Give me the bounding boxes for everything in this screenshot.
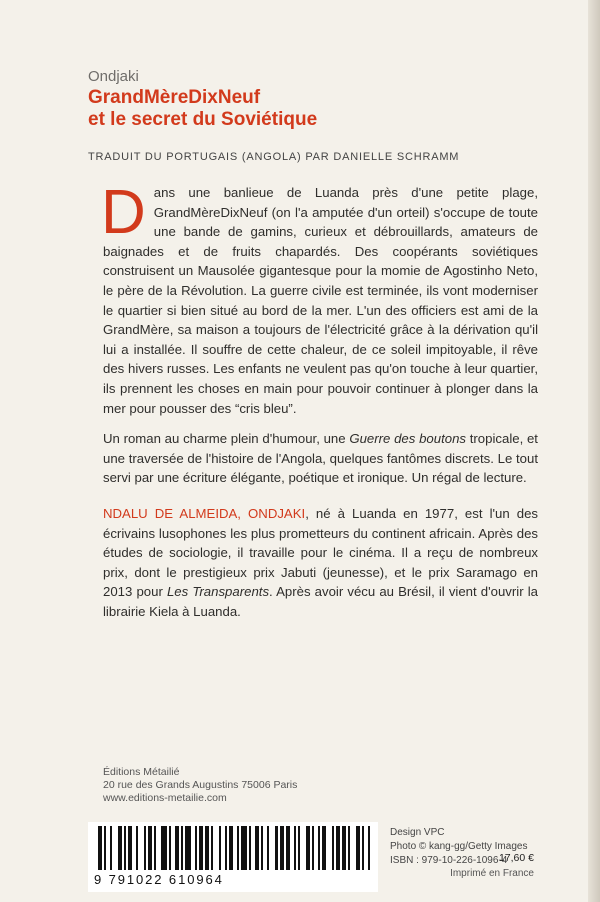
publisher-info <box>103 766 297 805</box>
blurb-paragraph-2-italic: Guerre des boutons <box>349 431 467 447</box>
price: 17,60 € <box>498 852 534 864</box>
book-spine-edge <box>588 0 600 902</box>
publisher-website: www.editions-metailie.com <box>103 792 227 804</box>
author-name: Ondjaki <box>88 68 139 85</box>
translator-credit: TRADUIT DU PORTUGAIS (ANGOLA) PAR DANIELLE SCHRAMM <box>88 151 460 163</box>
barcode-digits: 9 791022 610964 <box>94 872 224 887</box>
publisher-address: 20 rue des Grands Augustins 75006 Paris <box>103 779 298 791</box>
blurb-paragraph-1 <box>101 178 538 418</box>
blurb-paragraph-2-end: tropicale, et une traversée de l'histoire de l'Angola, quelques fantômes discrets. Le tout servi par une écriture élégante, poétique et ironique. Un régal de lecture. <box>103 431 538 486</box>
isbn-text: ISBN : 979-10-226-1096-4 <box>390 855 508 866</box>
barcode-bar <box>370 826 374 870</box>
design-credit: Design VPC <box>390 827 445 838</box>
author-bio-text: , né à Luanda en 1977, est l'un des écrivains lusophones les plus prometteurs du continent africain. Après des études de sociologie, il travaille pour le cinéma. Il a reçu de nombreux prix, dont le prestigieux prix Jabuti (jeunesse), et le prix Saramago en 2013 pour <box>103 505 539 600</box>
title-line-1: GrandMèreDixNeuf <box>88 87 261 108</box>
blurb-paragraph-2-start: Un roman au charme plein d'humour, une <box>103 431 350 447</box>
book-title <box>88 87 317 131</box>
barcode-bars <box>98 826 375 870</box>
title-line-2: et le secret du Soviétique <box>88 109 318 130</box>
isbn-barcode <box>88 822 378 892</box>
photo-credit: Photo © kang-gg/Getty Images <box>390 841 528 852</box>
blurb-paragraph-2 <box>103 429 538 488</box>
publisher-name: Éditions Métailié <box>103 766 180 778</box>
author-bio-end: . Après avoir vécu au Brésil, il vient d'ouvrir la librairie Kiela à Luanda. <box>103 584 538 619</box>
author-bio-name: NDALU DE ALMEIDA, ONDJAKI <box>103 505 306 521</box>
printed-in: Imprimé en France <box>450 868 534 879</box>
author-bio-italic: Les Transparents <box>166 584 270 600</box>
author-bio <box>103 504 538 622</box>
blurb <box>101 178 539 632</box>
drop-cap: D <box>101 178 146 247</box>
blurb-paragraph-1-text: ans une banlieue de Luanda près d'une petite plage, GrandMèreDixNeuf (on l'a amputée d'un orteil) s'occupe de toute une bande de gamins, curieux et débrouillards, amateurs de baignades et de fruits chapardés. Des coopérants soviétiques construisent un Mausolée gigantesque pour la momie de Agostinho Neto, le père de la Révolution. La guerre civile est terminée, ils vont moderniser le quartier si bien situé au bord de la mer. L'un des officiers est ami de la GrandMère, sa maison a toujours de l'électricité grâce à la dérivation qu'il lui a installée. Il souffre de cette chaleur, de ce soleil impitoyable, il rêve des hivers russes. Les enfants ne veulent pas qu'on touche à leur quartier, ils prennent les choses en main pour pouvoir continuer à plonger dans la mer pour pousser des “cris bleu”. <box>103 185 538 416</box>
